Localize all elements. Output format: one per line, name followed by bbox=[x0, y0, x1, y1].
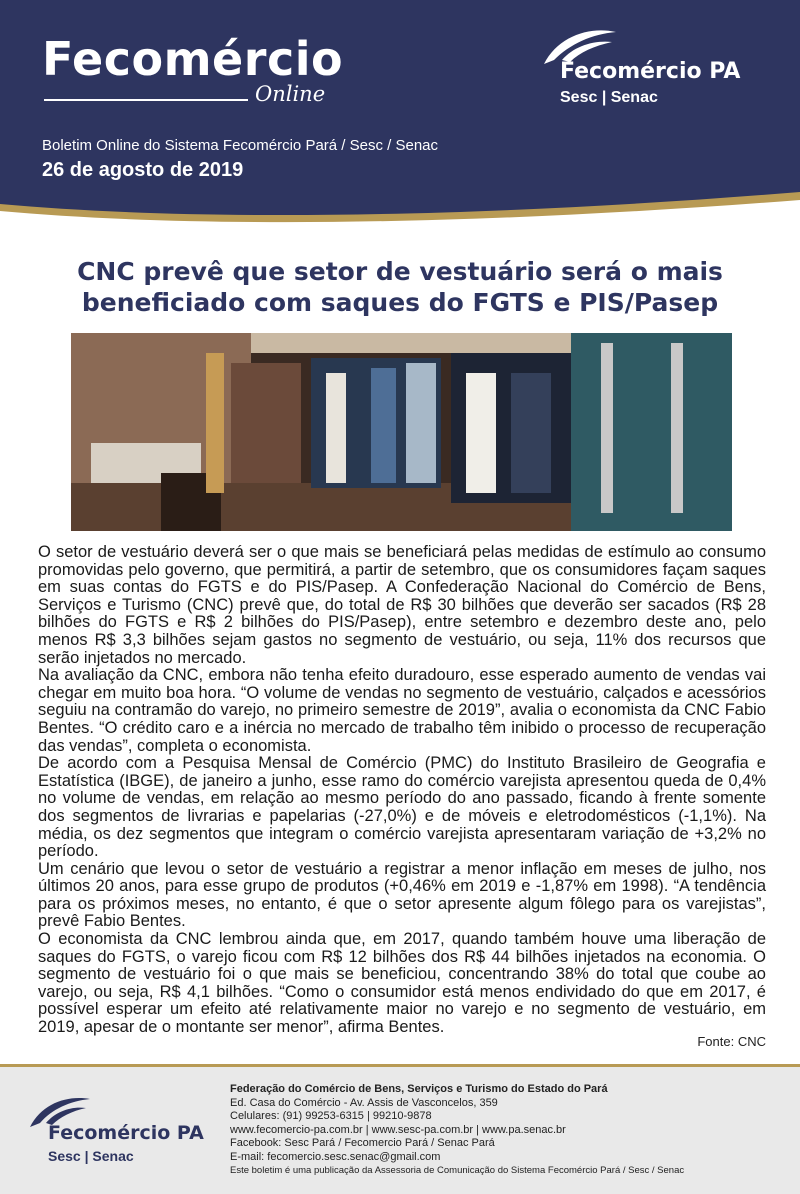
article-source: Fonte: CNC bbox=[697, 1034, 766, 1049]
article-paragraph: O economista da CNC lembrou ainda que, em 2017, quando também houve uma liberação de saques do FGTS, o varejo ficou com R$ 12 bilhões dos R$ 44 bilhões injetados na economia. O segmento de vestuário foi o que mais se beneficiou, concentrando 38% do total que coube ao varejo, ou seja, R$ 4,1 bilhões. “Como o consumidor está menos endividado do que em 2017, é possível esperar um efeito até relativamente maior no varejo e no segmento de vestuário, em 2019, apesar de o montante ser menor”, afirma Bentes. bbox=[38, 930, 766, 1037]
article-title: CNC prevê que setor de vestuário será o mais beneficiado com saques do FGTS e PIS/Pasep bbox=[77, 257, 723, 317]
header-wave-decoration bbox=[0, 170, 800, 225]
logo-name: Fecomércio PA bbox=[560, 59, 741, 84]
footer-org-name: Federação do Comércio de Bens, Serviços e Turismo do Estado do Pará bbox=[230, 1083, 608, 1095]
bulletin-description: Boletim Online do Sistema Fecomércio Pará / Sesc / Senac bbox=[42, 137, 439, 154]
brand-subtitle: Online bbox=[255, 82, 326, 106]
header-banner bbox=[0, 0, 800, 225]
clothing-store-photo bbox=[71, 333, 732, 531]
footer-contact-info bbox=[230, 1083, 790, 1178]
article-paragraph: De acordo com a Pesquisa Mensal de Comércio (PMC) do Instituto Brasileiro de Geografia e Estatística (IBGE), de janeiro a junho, esse ramo do comércio varejista apresentou queda de 0,4% no volume de vendas, em relação ao mesmo período do ano passado, ficando à frente somente dos segmentos de livrarias e papelarias (-27,0%) e de móveis e eletrodomésticos (-1,1%). Na média, os dez segmentos que integram o comércio varejista apresentaram variação de +3,2% no período. bbox=[38, 754, 766, 861]
footer-websites[interactable]: www.fecomercio-pa.com.br | www.sesc-pa.com.br | www.pa.senac.br bbox=[230, 1123, 566, 1136]
logo-sub: Sesc | Senac bbox=[560, 89, 658, 106]
footer-phones: Celulares: (91) 99253-6315 | 99210-9878 bbox=[230, 1110, 432, 1122]
footer-address: Ed. Casa do Comércio - Av. Assis de Vasconcelos, 359 bbox=[230, 1096, 498, 1109]
article-paragraph: Um cenário que levou o setor de vestuário a registrar a menor inflação em meses de julho, nos últimos 20 anos, para esse grupo de produtos (+0,46% em 2019 e -1,87% em 1998). “A tendência para os próximos meses, no entanto, é que o setor apresente algum fôlego para os varejistas”, prevê Fabio Bentes. bbox=[38, 859, 766, 931]
footer-facebook[interactable]: Facebook: Sesc Pará / Fecomercio Pará / Senac Pará bbox=[230, 1137, 495, 1149]
article-paragraph: Na avaliação da CNC, embora não tenha efeito duradouro, esse esperado aumento de vendas vai chegar em muito boa hora. “O volume de vendas no segmento de vestuário, calçados e acessórios seguiu na contramão do varejo, no primeiro semestre de 2019”, avalia o economista da CNC Fabio Bentes. “O crédito caro e a inércia no mercado de trabalho têm inibido o processo de recuperação das vendas”, completa o economista. bbox=[38, 666, 766, 755]
footer bbox=[0, 1064, 800, 1194]
article-paragraph: O setor de vestuário deverá ser o que mais se beneficiará pelas medidas de estímulo ao consumo promovidas pelo governo, que permitirá, a partir de setembro, que os consumidores façam saques em suas contas do FGTS e do PIS/Pasep. A Confederação Nacional do Comércio de Bens, Serviços e Turismo (CNC) prevê que, do total de R$ 30 bilhões que deverão ser sacados (R$ 28 bilhões do FGTS e R$ 2 bilhões do PIS/Pasep), entre setembro e dezembro deste ano, pelo menos R$ 3,3 bilhões sejam gastos no segmento de vestuário, ou seja, 11% dos recursos que serão injetados no mercado. bbox=[38, 543, 766, 667]
brand-underline bbox=[44, 99, 248, 101]
footer-note: Este boletim é uma publicação da Assessoria de Comunicação do Sistema Fecomércio Pará / Sesc / Senac bbox=[230, 1165, 685, 1176]
article-body bbox=[38, 544, 766, 1037]
bulletin-date: 26 de agosto de 2019 bbox=[42, 159, 244, 181]
footer-logo-sub: Sesc | Senac bbox=[48, 1148, 134, 1164]
brand-title: Fecomércio bbox=[42, 32, 344, 86]
footer-email[interactable]: E-mail: fecomercio.sesc.senac@gmail.com bbox=[230, 1150, 441, 1163]
footer-logo-name: Fecomércio PA bbox=[48, 1122, 204, 1144]
